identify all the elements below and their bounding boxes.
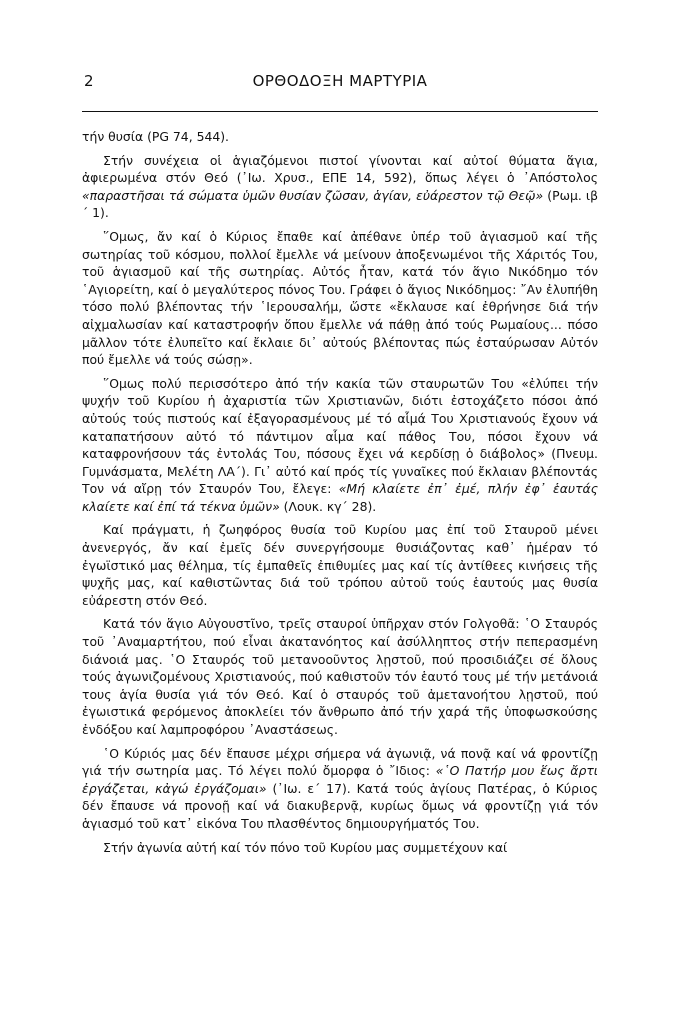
paragraph-text: (᾿Ιω. ε´ 17). Κατά τούς ἁγίους Πατέρας, ὁ Κύριος δέν ἔπαυσε νά προνοῇ καί νά διακυβερνᾷ, κυρίως ὅμως νά φροντίζῃ γιά τόν ἁγιασμό τοῦ κατ᾿ εἰκόνα Του πλασθέντος δημιουργήματός Του.	[82, 780, 598, 831]
paragraph-7	[82, 745, 598, 833]
header-rule	[82, 111, 598, 112]
paragraph-4	[82, 375, 598, 516]
running-title: ΟΡΘΟΔΟΞΗ ΜΑΡΤΥΡΙΑ	[252, 72, 428, 90]
paragraph-8	[82, 839, 598, 857]
body-text	[82, 128, 598, 862]
paragraph-text: ῾Ο Κύριός μας δέν ἔπαυσε μέχρι σήμερα νά ἀγωνιᾷ, νά πονᾷ καί νά φροντίζῃ γιά τήν σωτηρία μας. Τό λέγει πολύ ὄμορφα ὁ ῎Ιδιος:	[82, 745, 598, 779]
scripture-quote: «παραστῆσαι τά σώματα ὑμῶν θυσίαν ζῶσαν, ἁγίαν, εὐάρεστον τῷ Θεῷ»	[82, 187, 544, 203]
scripture-quote: «῾Ο Πατήρ μου ἕως ἄρτι ἐργάζεται, κἀγώ ἐργάζομαι»	[82, 763, 598, 796]
paragraph-2	[82, 152, 598, 222]
paragraph-text: Στήν ἀγωνία αὐτή καί τόν πόνο τοῦ Κυρίου μας συμμετέχουν καί	[103, 839, 508, 855]
paragraph-text: ῞Ομως πολύ περισσότερο ἀπό τήν κακία τῶν σταυρωτῶν Του «ἐλύπει τήν ψυχήν τοῦ Κυρίου ἡ ἀχαριστία τῶν Χριστιανῶν, διότι ἐστοχάζετο πόσοι ἀπό αὐτούς τούς πιστούς καί ἐξαγορασμένους μέ τό αἷμά Του Χριστιανούς ἔχουν νά καταπατήσουν αὐτό τό πάντιμον αἷμα καί πάθος Του, πόσοι ἔχουν νά καταφρονήσουν τάς ἐντολάς Του, πόσους ἔχει νά κερδίσῃ ὁ διάβολος» (Πνευμ. Γυμνάσματα, Μελέτη ΛΑ´). Γι᾿ αὐτό καί πρός τίς γυναῖκες πού ἔκλαιαν βλέποντάς Τον νά αἴρῃ τόν Σταυρόν Του, ἔλεγε:	[82, 375, 598, 497]
page-header	[82, 66, 598, 94]
paragraph-6	[82, 615, 598, 738]
book-page	[82, 66, 598, 94]
paragraph-text: Κατά τόν ἅγιο Αὐγουστῖνο, τρεῖς σταυροί ὑπῆρχαν στόν Γολγοθᾶ: ῾Ο Σταυρός τοῦ ᾿Αναμαρτήτου, πού εἶναι ἀκατανόητος καί ἀσύλληπτος στήν πεπερασμένη διάνοιά μας. ῾Ο Σταυρός τοῦ μετανοοῦντος λῃστοῦ, πού προσιδιάζει σέ ὅλους τούς ἀγωνιζομένους Χριστιανούς, πού καθιστοῦν τόν ἑαυτό τους μέ τήν μετάνοιά τους ἁγία θυσία γιά τόν Θεό. Καί ὁ σταυρός τοῦ ἀμετανοήτου λῃστοῦ, πού ἐγωιστικά φερόμενος ἀποκλείει τόν ἄνθρωπο ἀπό τήν χαρά τῆς ὑποφωσκούσης ἐνδόξου καί λαμπροφόρου ᾿Αναστάσεως.	[82, 616, 598, 737]
paragraph-1	[82, 128, 598, 146]
scripture-quote: «Μή κλαίετε ἐπ᾿ ἐμέ, πλήν ἐφ᾿ ἑαυτάς κλαίετε καί ἐπί τά τέκνα ὑμῶν»	[82, 481, 598, 514]
paragraph-3	[82, 228, 598, 369]
paragraph-text: ῞Ομως, ἄν καί ὁ Κύριος ἔπαθε καί ἀπέθανε ὑπέρ τοῦ ἁγιασμοῦ καί τῆς σωτηρίας τοῦ κόσμου, πολλοί ἔμελλε νά μείνουν ἀποξενωμένοι τῆς Χάριτός Του, τοῦ ἁγιασμοῦ καί τῆς σωτηρίας. Αὐτός ἦταν, κατά τόν ἅγιο Νικόδημο τόν ῾Αγιορείτη, καί ὁ μεγαλύτερος πόνος Του. Γράφει ὁ ἅγιος Νικόδημος: ῎Αν ἐλυπήθη τόσο πολύ βλέποντας τήν ῾Ιερουσαλήμ, ὥστε «ἔκλαυσε καί ἐθρήνησε διά τήν αἰχμαλωσίαν καί καταστροφήν ὅπου ἔμελλε νά πάθῃ ἀπό τούς Ρωμαίους... πόσο μᾶλλον τότε ἐλυπεῖτο καί ἔκλαιε δι᾿ αὐτούς βλέποντας πώς ἐσταύρωσαν Αὐτόν πού ἔμελλε νά τούς σώσῃ».	[82, 228, 598, 368]
page-number: 2	[84, 72, 95, 90]
paragraph-text: (Ρωμ. ιβ´ 1).	[82, 187, 599, 221]
paragraph-text: Καί πράγματι, ἡ ζωηφόρος θυσία τοῦ Κυρίου μας ἐπί τοῦ Σταυροῦ μένει ἀνενεργός, ἄν καί ἐμεῖς δέν συνεργήσουμε θυσιάζοντας καθ᾿ ἡμέραν τό ἐγωϊστικό μας θέλημα, τίς ἐμπαθεῖς ἐπιθυμίες μας καί τίς ἀντίθεες κινήσεις τῆς ψυχῆς μας, καί καθιστῶντας διά τοῦ τρόπου αὐτοῦ τούς ἑαυτούς μας θυσία εὐάρεστη στόν Θεό.	[82, 522, 598, 608]
paragraph-text: τήν θυσία (PG 74, 544).	[82, 129, 229, 144]
paragraph-5	[82, 521, 598, 609]
paragraph-text: (Λουκ. κγ´ 28).	[279, 498, 377, 514]
paragraph-text: Στήν συνέχεια οἱ ἁγιαζόμενοι πιστοί γίνονται καί αὐτοί θύματα ἅγια, ἀφιερωμένα στόν Θεό (᾿Ιω. Χρυσ., ΕΠΕ 14, 592), ὅπως λέγει ὁ ᾿Απόστολος	[82, 152, 598, 186]
